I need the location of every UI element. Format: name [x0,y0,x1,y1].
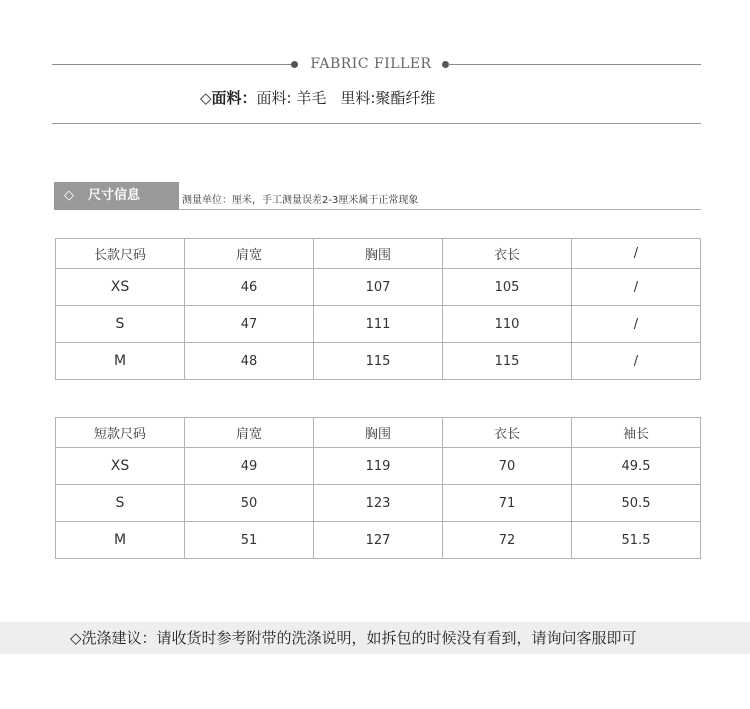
table-cell: 107 [314,269,443,306]
fabric-outer: 面料: 羊毛 [256,89,327,107]
short-size-table [55,417,701,559]
table-cell: 50.5 [572,485,701,522]
table-cell: 110 [443,306,572,343]
header-shoulder: 肩宽 [185,239,314,269]
header-size: 短款尺码 [56,418,185,448]
header-length: 衣长 [443,418,572,448]
table-cell: 46 [185,269,314,306]
table-cell: / [572,306,701,343]
size-info-underline [179,209,701,210]
table-cell: 51 [185,522,314,559]
table-cell: 115 [314,343,443,380]
table-row [56,485,701,522]
fabric-bottom-divider [52,123,701,124]
table-row [56,306,701,343]
table-cell: / [572,269,701,306]
fabric-divider-left [52,64,292,65]
size-cell: M [56,522,185,559]
header-chest: 胸围 [314,418,443,448]
fabric-heading: FABRIC FILLER [310,56,432,72]
header-length: 衣长 [443,239,572,269]
header-size: 长款尺码 [56,239,185,269]
table-cell: 51.5 [572,522,701,559]
fabric-divider-right [448,64,701,65]
table-cell: 50 [185,485,314,522]
table-cell: / [572,343,701,380]
table-row [56,448,701,485]
table-cell: 119 [314,448,443,485]
table-row [56,343,701,380]
wash-advice-text: ◇洗涤建议：请收货时参考附带的洗涤说明，如拆包的时候没有看到，请询问客服即可 [70,629,637,647]
fabric-lining: 里料:聚酯纤维 [340,89,436,107]
table-row [56,522,701,559]
table-cell: 70 [443,448,572,485]
header-sleeve: 袖长 [572,418,701,448]
table-cell: 48 [185,343,314,380]
table-cell: 49 [185,448,314,485]
size-cell: S [56,306,185,343]
header-chest: 胸围 [314,239,443,269]
header-sleeve: / [572,239,701,269]
size-cell: M [56,343,185,380]
table-cell: 49.5 [572,448,701,485]
long-size-table [55,238,701,380]
table-cell: 72 [443,522,572,559]
size-cell: XS [56,269,185,306]
table-header-row [56,418,701,448]
measurement-note: 测量单位：厘米，手工测量误差2-3厘米属于正常现象 [182,195,419,206]
table-header-row [56,239,701,269]
table-row [56,269,701,306]
table-cell: 47 [185,306,314,343]
fabric-label: ◇面料： [200,89,257,107]
table-cell: 127 [314,522,443,559]
size-cell: S [56,485,185,522]
header-shoulder: 肩宽 [185,418,314,448]
size-info-title: 尺寸信息 [88,188,141,203]
table-cell: 71 [443,485,572,522]
diamond-icon: ◇ [64,188,74,203]
table-cell: 123 [314,485,443,522]
table-cell: 111 [314,306,443,343]
table-cell: 115 [443,343,572,380]
table-cell: 105 [443,269,572,306]
fabric-composition [200,87,435,108]
size-info-tag [54,182,179,210]
size-cell: XS [56,448,185,485]
